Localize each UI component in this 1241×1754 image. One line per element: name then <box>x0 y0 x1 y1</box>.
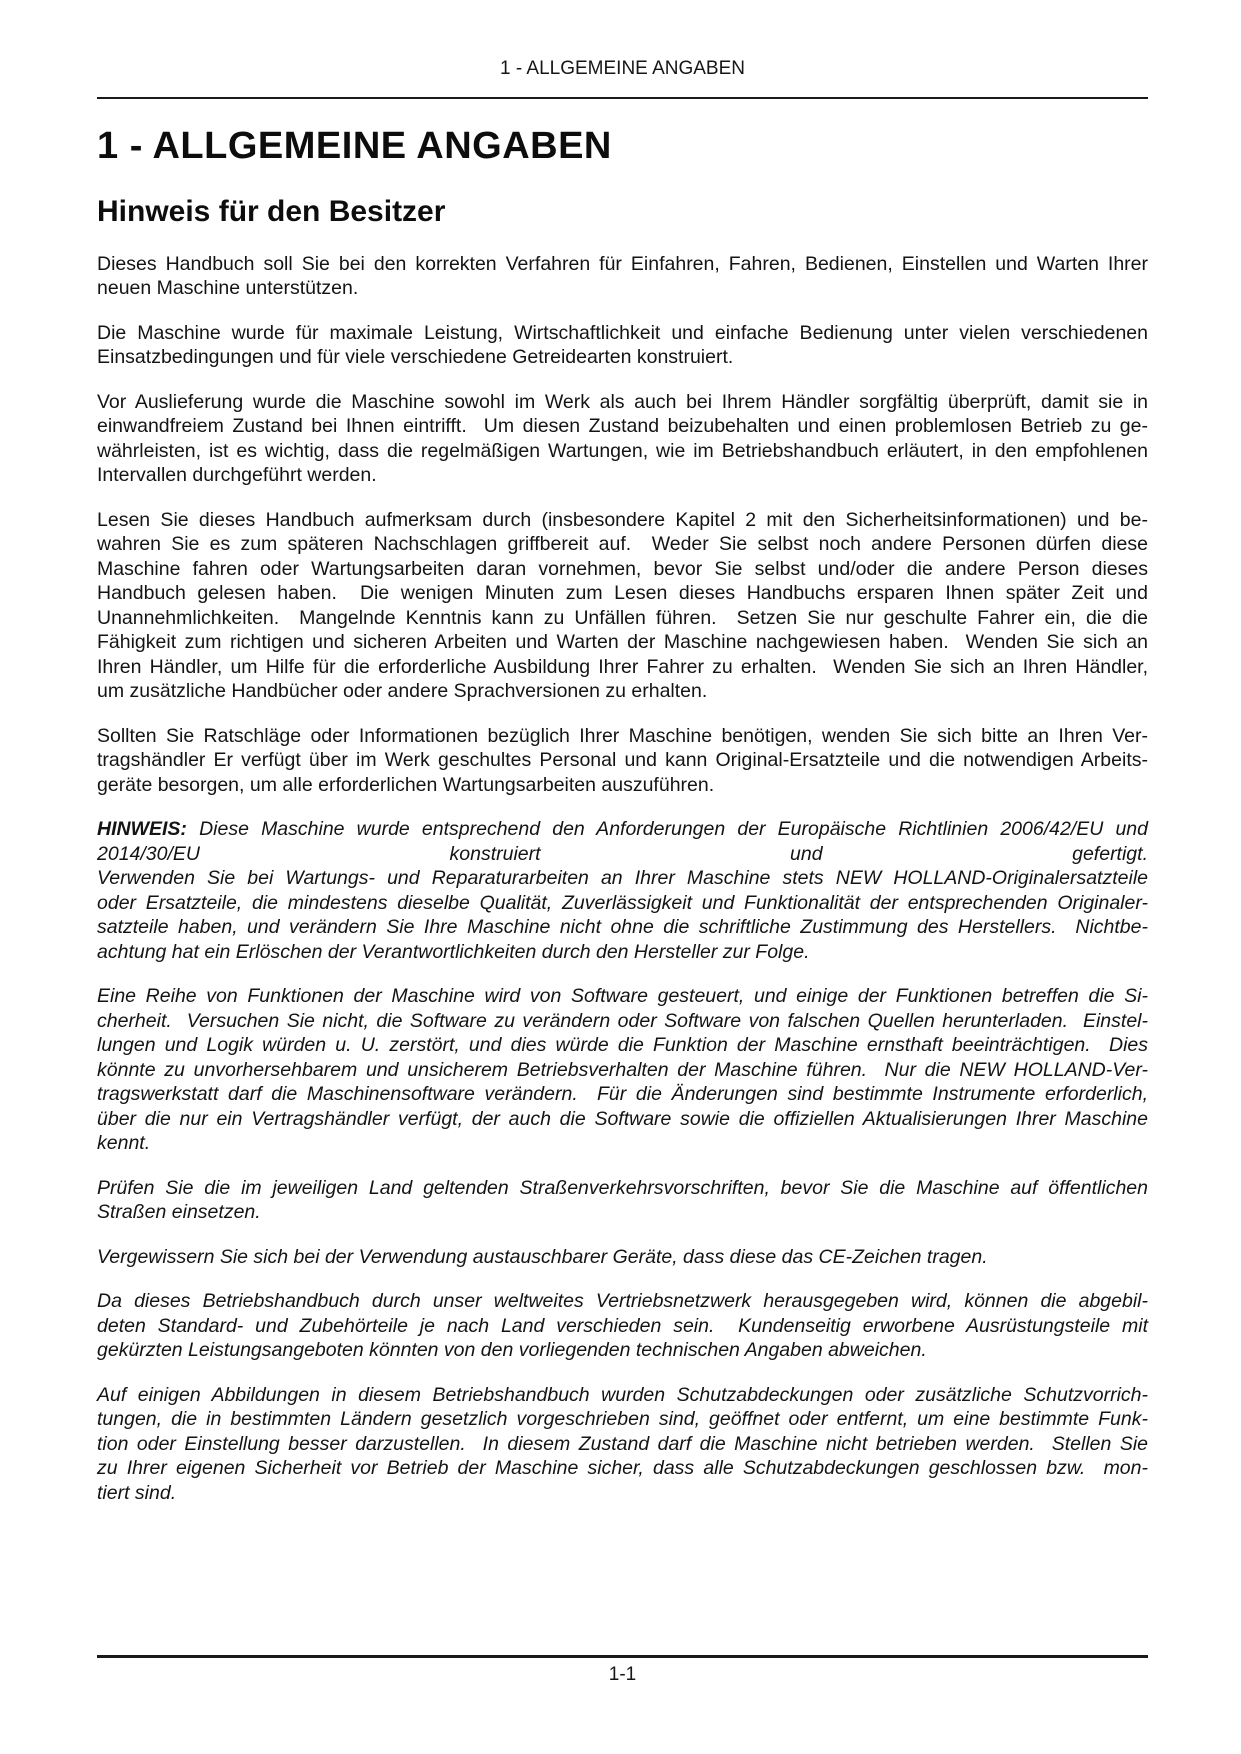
text-line: tragshändler Er verfügt über im Werk geschultes Personal und kann Original-Ersatzteile und die notwendigen Arbeits- <box>97 749 1148 772</box>
text-line: um zusätzliche Handbücher oder andere Sprachversionen zu erhalten. <box>97 680 708 703</box>
text-line: tungen, die in bestimmten Ländern gesetzlich vorgeschrieben sind, geöffnet oder entfernt, um eine bestimmte Funk- <box>97 1408 1148 1431</box>
text-line: geräte besorgen, um alle erforderlichen Wartungsarbeiten auszuführen. <box>97 773 715 796</box>
text-line: Handbuch gelesen haben. Die wenigen Minuten zum Lesen dieses Handbuchs ersparen Ihnen später Zeit und <box>97 582 1148 605</box>
text-line: Straßen einsetzen. <box>97 1201 261 1224</box>
paragraph <box>97 1383 1148 1506</box>
text-line: könnte zu unvorhersehbarem und unsicherem Betriebsverhalten der Maschine führen. Nur die NEW HOLLAND-Ver- <box>97 1058 1148 1081</box>
running-header <box>97 57 1148 81</box>
text-line: gekürzten Leistungsangeboten könnten von den vorliegenden technischen Angaben abweichen. <box>97 1339 927 1362</box>
note-label: HINWEIS: <box>97 818 187 841</box>
chapter-label: 1 - ALLGEMEINE ANGABEN <box>500 58 745 79</box>
text-line: Prüfen Sie die im jeweiligen Land geltenden Straßenverkehrsvorschriften, bevor Sie die Maschine auf öffentlichen <box>97 1176 1148 1199</box>
text-line: Fähigkeit zum richtigen und sicheren Arbeiten und Warten der Maschine nachgewiesen haben. Wenden Sie sich an <box>97 631 1148 654</box>
text-line: Auf einigen Abbildungen in diesem Betriebshandbuch wurden Schutzabdeckungen oder zusätzliche Schutzvorrich- <box>97 1383 1148 1406</box>
text-line: Unannehmlichkeiten. Mangelnde Kenntnis kann zu Unfällen führen. Setzen Sie nur geschulte Fahrer ein, die die <box>97 606 1148 629</box>
section-heading: Hinweis für den Besitzer <box>97 194 446 228</box>
paragraph <box>97 390 1148 488</box>
text-line: tion oder Einstellung besser darzustellen. In diesem Zustand darf die Maschine nicht betrieben werden. Stellen Sie <box>97 1432 1148 1455</box>
text-line: Die Maschine wurde für maximale Leistung, Wirtschaftlichkeit und einfache Bedienung unter vielen verschiedenen <box>97 321 1148 344</box>
text-line: Vergewissern Sie sich bei der Verwendung austauschbarer Geräte, dass diese das CE-Zeichen tragen. <box>97 1245 988 1268</box>
text-line: Vor Auslieferung wurde die Maschine sowohl im Werk als auch bei Ihrem Händler sorgfältig überprüft, damit sie in <box>97 390 1148 413</box>
text-line: Da dieses Betriebshandbuch durch unser weltweites Vertriebsnetzwerk herausgegeben wird, können die abgebil- <box>97 1290 1148 1313</box>
page-number: 1-1 <box>608 1664 637 1685</box>
text-line: satzteile haben, und verändern Sie Ihre Maschine nicht ohne die schriftliche Zustimmung des Herstellers. Nichtbe- <box>97 916 1148 939</box>
text-line: wahren Sie es zum späteren Nachschlagen griffbereit auf. Weder Sie selbst noch andere Personen dürfen diese <box>97 533 1148 556</box>
page-footer <box>97 1655 1148 1686</box>
text-line: Eine Reihe von Funktionen der Maschine wird von Software gesteuert, und einige der Funktionen betreffen die Si- <box>97 985 1148 1008</box>
text-line: neuen Maschine unterstützen. <box>97 277 359 300</box>
paragraph <box>97 1245 1148 1270</box>
text-line: tragswerkstatt darf die Maschinensoftware verändern. Für die Änderungen sind bestimmte Instrumente erforderlich, <box>97 1083 1148 1106</box>
paragraph <box>97 1176 1148 1225</box>
header-rule <box>97 97 1148 99</box>
text-line: Intervallen durchgeführt werden. <box>97 464 377 487</box>
text-line: lungen und Logik würden u. U. zerstört, und dies würde die Funktion der Maschine ernsthaft beeinträchtigen. Dies <box>97 1034 1148 1057</box>
text-line: Sollten Sie Ratschläge oder Informationen bezüglich Ihrer Maschine benötigen, wenden Sie sich bitte an Ihren Ver- <box>97 724 1148 747</box>
paragraph <box>97 817 1148 964</box>
footer-rule <box>97 1655 1148 1658</box>
text-line: einwandfreiem Zustand bei Ihnen eintrifft. Um diesen Zustand beizubehalten und einen problemlosen Betrieb zu ge- <box>97 415 1148 438</box>
text-line: Maschine fahren oder Wartungsarbeiten daran vornehmen, bevor Sie selbst und/oder die andere Person dieses <box>97 557 1148 580</box>
paragraph <box>97 508 1148 704</box>
text-line: achtung hat ein Erlöschen der Verantwortlichkeiten durch den Hersteller zur Folge. <box>97 940 810 963</box>
paragraph <box>97 984 1148 1156</box>
page-title: 1 - ALLGEMEINE ANGABEN <box>97 125 612 167</box>
text-line: währleisten, ist es wichtig, dass die regelmäßigen Wartungen, wie im Betriebshandbuch erläutert, in den empfohlenen <box>97 439 1148 462</box>
paragraph <box>97 321 1148 370</box>
text-line: HINWEIS: Diese Maschine wurde entsprechend den Anforderungen der Europäische Richtlinien 2006/42/EU und <box>97 818 1148 841</box>
text-line: 2014/30/EU konstruiert und gefertigt. <box>97 842 1148 865</box>
text-line: cherheit. Versuchen Sie nicht, die Software zu verändern oder Software von falschen Quellen herunterladen. Einstel- <box>97 1009 1148 1032</box>
paragraph <box>97 1289 1148 1363</box>
text-line: oder Ersatzteile, die mindestens dieselbe Qualität, Zuverlässigkeit und Funktionalität der entsprechenden Originaler- <box>97 891 1148 914</box>
paragraph <box>97 252 1148 301</box>
paragraph <box>97 724 1148 798</box>
text-line: tiert sind. <box>97 1481 177 1504</box>
text-line: Ihren Händler, um Hilfe für die erforderliche Ausbildung Ihrer Fahrer zu erhalten. Wenden Sie sich an Ihren Händler, <box>97 655 1148 678</box>
text-line: Einsatzbedingungen und für viele verschiedene Getreidearten konstruiert. <box>97 346 734 369</box>
text-line: kennt. <box>97 1132 151 1155</box>
text-line: Verwenden Sie bei Wartungs- und Reparaturarbeiten an Ihrer Maschine stets NEW HOLLAND-Originalersatzteile <box>97 867 1148 890</box>
text-line: deten Standard- und Zubehörteile je nach Land verschieden sein. Kundenseitig erworbene Ausrüstungsteile mit <box>97 1314 1148 1337</box>
text-line: über die nur ein Vertragshändler verfügt, der auch die Software sowie die offiziellen Aktualisierungen Ihrer Maschine <box>97 1107 1148 1130</box>
text-line: Dieses Handbuch soll Sie bei den korrekten Verfahren für Einfahren, Fahren, Bedienen, Einstellen und Warten Ihrer <box>97 252 1148 275</box>
body-paragraphs <box>97 252 1148 1506</box>
text-line: Lesen Sie dieses Handbuch aufmerksam durch (insbesondere Kapitel 2 mit den Sicherheitsinformationen) und be- <box>97 508 1148 531</box>
text-line: zu Ihrer eigenen Sicherheit vor Betrieb der Maschine sicher, dass alle Schutzabdeckungen geschlossen bzw. mon- <box>97 1457 1148 1480</box>
